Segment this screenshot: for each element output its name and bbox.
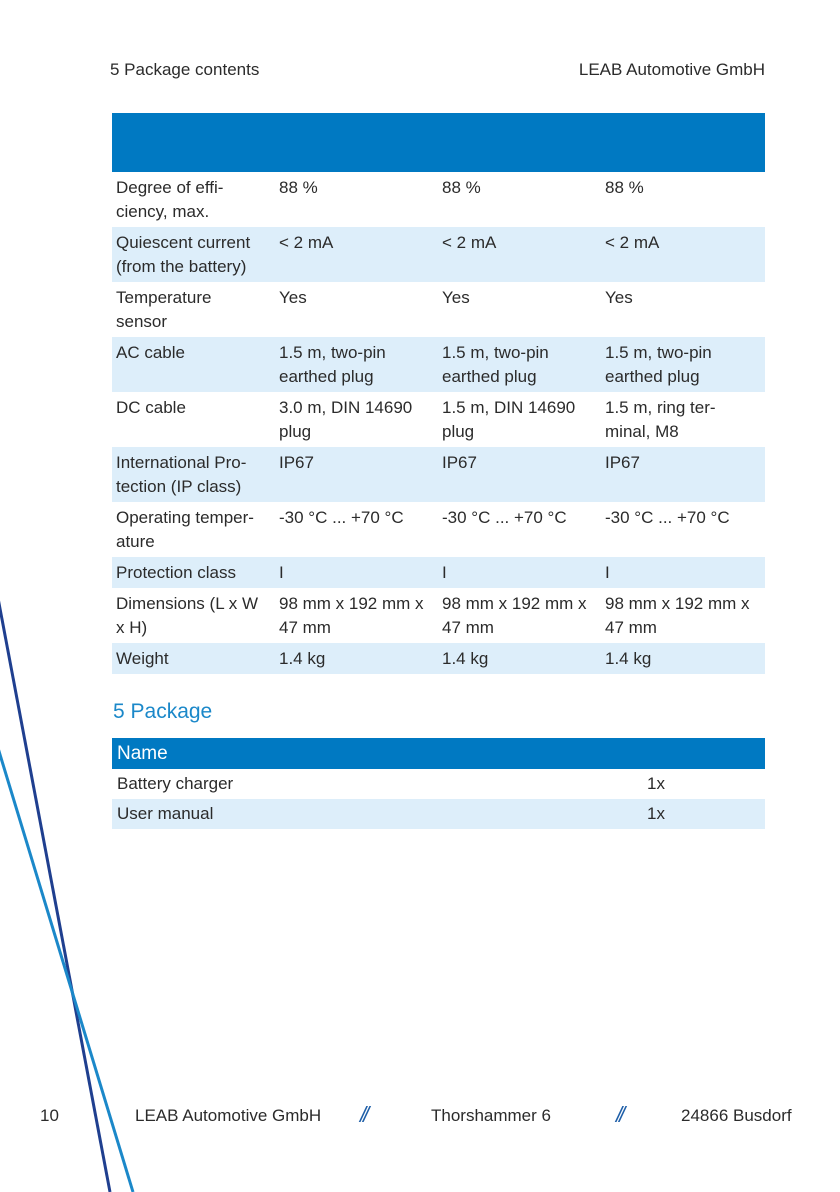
footer-separator-2: //	[616, 1102, 623, 1127]
row-label: Temperature sensor	[116, 288, 212, 331]
table-row	[112, 282, 765, 337]
row-label: Weight	[112, 643, 275, 674]
item-quantity: 1x	[642, 799, 765, 829]
package-table	[112, 738, 765, 829]
table-cell: < 2 mA	[438, 227, 601, 282]
table-cell: 1.5 m, two-pin earthed plug	[601, 337, 765, 392]
footer-city: 24866 Busdorf	[681, 1106, 792, 1125]
footer-company: LEAB Automotive GmbH	[135, 1106, 322, 1125]
table-cell: 1.4 kg	[438, 643, 601, 674]
table-row	[112, 227, 765, 282]
table-cell: IP67	[275, 447, 438, 502]
dark-blue-line	[0, 598, 110, 1192]
table-row	[112, 769, 765, 799]
table-cell: -30 °C ... +70 °C	[442, 508, 567, 527]
table-cell: 1.5 m, two-pin earthed plug	[275, 337, 438, 392]
table-cell: 98 mm x 192 mm x 47 mm	[279, 594, 424, 637]
row-label: International Pro- tection (IP class)	[112, 447, 275, 502]
row-label: Operating temper- ature	[116, 508, 254, 551]
page-number: 10	[40, 1106, 59, 1125]
table-row	[112, 337, 765, 392]
table-cell: I	[601, 557, 765, 588]
item-name: Battery charger	[117, 774, 234, 793]
item-quantity: 1x	[647, 774, 665, 793]
section-title: 5 Package	[113, 700, 213, 723]
table-cell: 1.4 kg	[275, 643, 438, 674]
package-table-header: Name	[112, 738, 765, 769]
spec-table	[112, 113, 765, 674]
table-cell: Yes	[605, 288, 633, 307]
table-cell: 1.5 m, ring ter- minal, M8	[605, 398, 716, 441]
table-cell: 88 %	[605, 178, 644, 197]
table-row	[112, 392, 765, 447]
footer-street: Thorshammer 6	[431, 1106, 551, 1125]
row-label: Dimensions (L x W x H)	[116, 594, 259, 637]
table-cell: 1.5 m, DIN 14690 plug	[442, 398, 576, 441]
table-cell: 3.0 m, DIN 14690 plug	[279, 398, 413, 441]
table-cell: Yes	[442, 288, 470, 307]
table-row	[112, 447, 765, 502]
table-cell: 1.5 m, two-pin earthed plug	[438, 337, 601, 392]
table-cell: 1.4 kg	[601, 643, 765, 674]
footer-separator-1: //	[360, 1102, 367, 1127]
row-label: DC cable	[116, 398, 186, 417]
table-cell: 88 %	[442, 178, 481, 197]
row-label: Quiescent current (from the battery)	[112, 227, 275, 282]
table-cell: IP67	[438, 447, 601, 502]
table-row	[112, 588, 765, 643]
table-cell: -30 °C ... +70 °C	[279, 508, 404, 527]
row-label: Degree of effi- ciency, max.	[116, 178, 224, 221]
table-cell: < 2 mA	[601, 227, 765, 282]
table-row	[112, 557, 765, 588]
table-cell: I	[275, 557, 438, 588]
table-row	[112, 799, 765, 829]
table-cell: I	[438, 557, 601, 588]
table-cell: < 2 mA	[275, 227, 438, 282]
table-row	[112, 172, 765, 227]
item-name: User manual	[112, 799, 642, 829]
table-row	[112, 502, 765, 557]
row-label: AC cable	[112, 337, 275, 392]
table-cell: Yes	[279, 288, 307, 307]
table-row	[112, 643, 765, 674]
table-cell: IP67	[601, 447, 765, 502]
row-label: Protection class	[112, 557, 275, 588]
running-header-company: LEAB Automotive GmbH	[578, 60, 765, 79]
table-cell: 88 %	[279, 178, 318, 197]
spec-table-header-bar	[112, 113, 765, 172]
table-cell: -30 °C ... +70 °C	[605, 508, 730, 527]
running-header-section: 5 Package contents	[110, 60, 260, 79]
table-cell: 98 mm x 192 mm x 47 mm	[605, 594, 750, 637]
table-cell: 98 mm x 192 mm x 47 mm	[442, 594, 587, 637]
